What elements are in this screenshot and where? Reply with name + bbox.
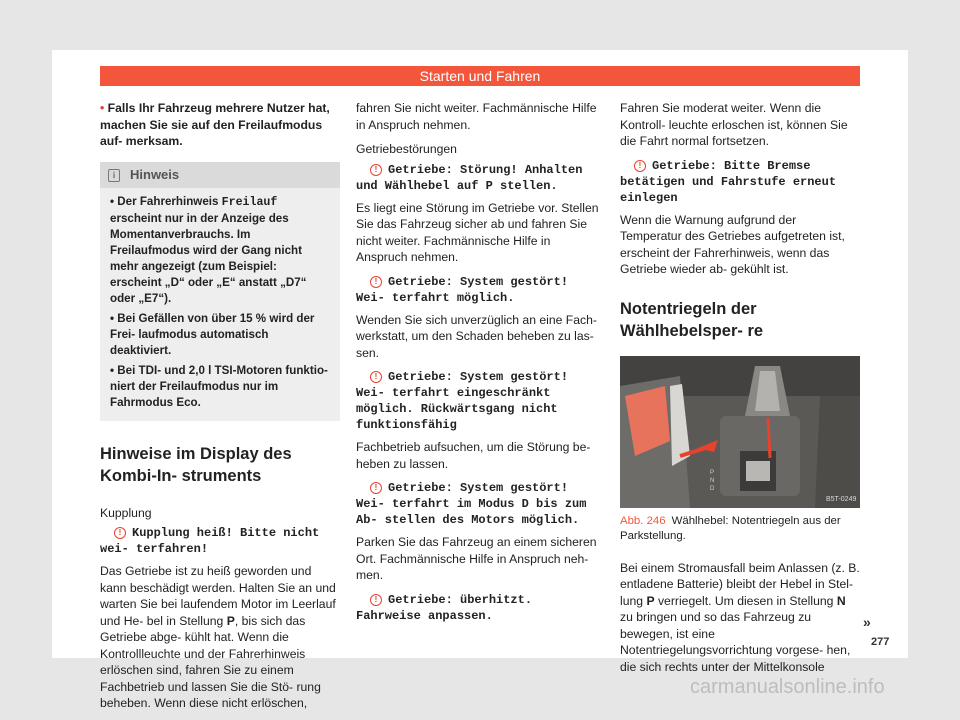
- paragraph: Bei einem Stromausfall beim Anlassen (z. B. entladene Batterie) bleibt der Hebel in Stel- lung P verriegelt. Um diesen in Stellung N zu bringen und so das Fahrzeug zu bewegen, ist eine Notentriegelungsvorrichtung vorgese- hen, die sich rechts unter der Mittelkonsole: [620, 560, 860, 674]
- svg-text:P: P: [710, 469, 715, 476]
- chapter-header: Starten und Fahren: [100, 66, 860, 86]
- warning-icon: !: [634, 160, 646, 172]
- warning-icon: !: [370, 482, 382, 494]
- display-message: ! Getriebe: Bitte Bremse betätigen und Fahrstufe erneut einlegen: [620, 158, 837, 205]
- warning-icon: !: [114, 527, 126, 539]
- info-icon: i: [108, 169, 120, 182]
- svg-text:B5T-0249: B5T-0249: [826, 495, 857, 503]
- display-message: ! Kupplung heiß! Bitte nicht wei- terfahren!: [100, 526, 320, 556]
- note-item: • Bei TDI- und 2,0 l TSI-Motoren funktio- niert der Freilaufmodus nur im Fahrmodus Eco.: [110, 363, 328, 409]
- svg-text:N: N: [710, 477, 715, 484]
- section-heading: Hinweise im Display des Kombi-In- struments: [100, 444, 292, 485]
- subheading: Kupplung: [100, 505, 152, 520]
- paragraph: Es liegt eine Störung im Getriebe vor. Stellen Sie das Fahrzeug sicher ab und fahren Sie nicht weiter. Fachmännische Hilfe in Anspruch nehmen.: [356, 200, 599, 264]
- paragraph: Wenden Sie sich unverzüglich an eine Fach- werkstatt, um den Schaden beheben zu las- sen.: [356, 312, 597, 360]
- column-3: [620, 100, 860, 683]
- svg-text:D: D: [710, 485, 715, 492]
- paragraph: fahren Sie nicht weiter. Fachmännische Hilfe in Anspruch nehmen.: [356, 101, 597, 132]
- paragraph: Fahren Sie moderat weiter. Wenn die Kontroll- leuchte erloschen ist, können Sie die Fahrt normal fortsetzen.: [620, 101, 848, 148]
- page-number: 277: [871, 636, 890, 648]
- warning-icon: !: [370, 276, 382, 288]
- note-header: i Hinweis: [100, 162, 340, 188]
- paragraph: Wenn die Warnung aufgrund der Temperatur des Getriebes aufgetreten ist, erscheint der Fahrerhinweis, wenn das Getriebe wieder ab- gekühlt ist.: [620, 212, 845, 276]
- display-message: ! Getriebe: System gestört! Wei- terfahrt im Modus D bis zum Ab- stellen des Motors möglich.: [356, 481, 587, 527]
- watermark: carmanualsonline.info: [690, 676, 885, 698]
- section-heading: Notentriegeln der Wählhebelsper- re: [620, 299, 764, 340]
- paragraph: Das Getriebe ist zu heiß geworden und kann beschädigt werden. Halten Sie an und warten Sie bei laufendem Motor im Leerlauf und He- bel in Stellung P, bis sich das Getriebe abge- kühlt hat. Wenn die Kontrollleuchte und der Fahrerhinweis erlöschen sind, fahren Sie zu einem Fachbetrieb und lassen Sie die Stö- rung beheben. Wenn diese nicht erlöschen,: [100, 564, 336, 710]
- display-message: ! Getriebe: System gestört! Wei- terfahrt eingeschränkt möglich. Rückwärtsgang nicht funktionsfähig: [356, 370, 569, 432]
- warning-icon: !: [370, 594, 382, 606]
- figure-caption: Abb. 246 Wählhebel: Notentriegeln aus der Parkstellung.: [620, 514, 841, 542]
- column-2: [356, 100, 600, 630]
- column-1: [100, 100, 340, 720]
- note-box: [100, 162, 340, 421]
- note-item: • Bei Gefällen von über 15 % wird der Frei- laufmodus automatisch deaktiviert.: [110, 311, 315, 357]
- bullet-icon: •: [100, 101, 105, 115]
- paragraph: Parken Sie das Fahrzeug an einem sicheren Ort. Fachmännische Hilfe in Anspruch neh- men.: [356, 535, 597, 582]
- display-message: ! Getriebe: Störung! Anhalten und Wählhebel auf P stellen.: [356, 162, 583, 193]
- paragraph: Fachbetrieb aufsuchen, um die Störung be- heben zu lassen.: [356, 440, 591, 471]
- continue-marker: »: [863, 614, 871, 630]
- note-item: • Der Fahrerhinweis Freilauf erscheint nur in der Anzeige des Momentanverbrauchs. Im Freilaufmodus wird der Gang nicht mehr angezeigt (zum Beispiel: erscheint „D“ oder „E“ anstatt „D7“ oder „E7“).: [110, 194, 307, 305]
- display-message: ! Getriebe: überhitzt. Fahrweise anpassen.: [356, 592, 533, 623]
- warning-icon: !: [370, 371, 382, 383]
- gear-lever-illustration: [620, 356, 860, 508]
- gear-lever-figure: [620, 356, 860, 508]
- subheading: Getriebestörungen: [356, 142, 457, 156]
- intro-bullet: • Falls Ihr Fahrzeug mehrere Nutzer hat, machen Sie sie auf den Freilaufmodus auf- merksam.: [100, 101, 330, 148]
- warning-icon: !: [370, 164, 382, 176]
- note-body: [100, 188, 340, 411]
- display-message: ! Getriebe: System gestört! Wei- terfahrt möglich.: [356, 274, 569, 305]
